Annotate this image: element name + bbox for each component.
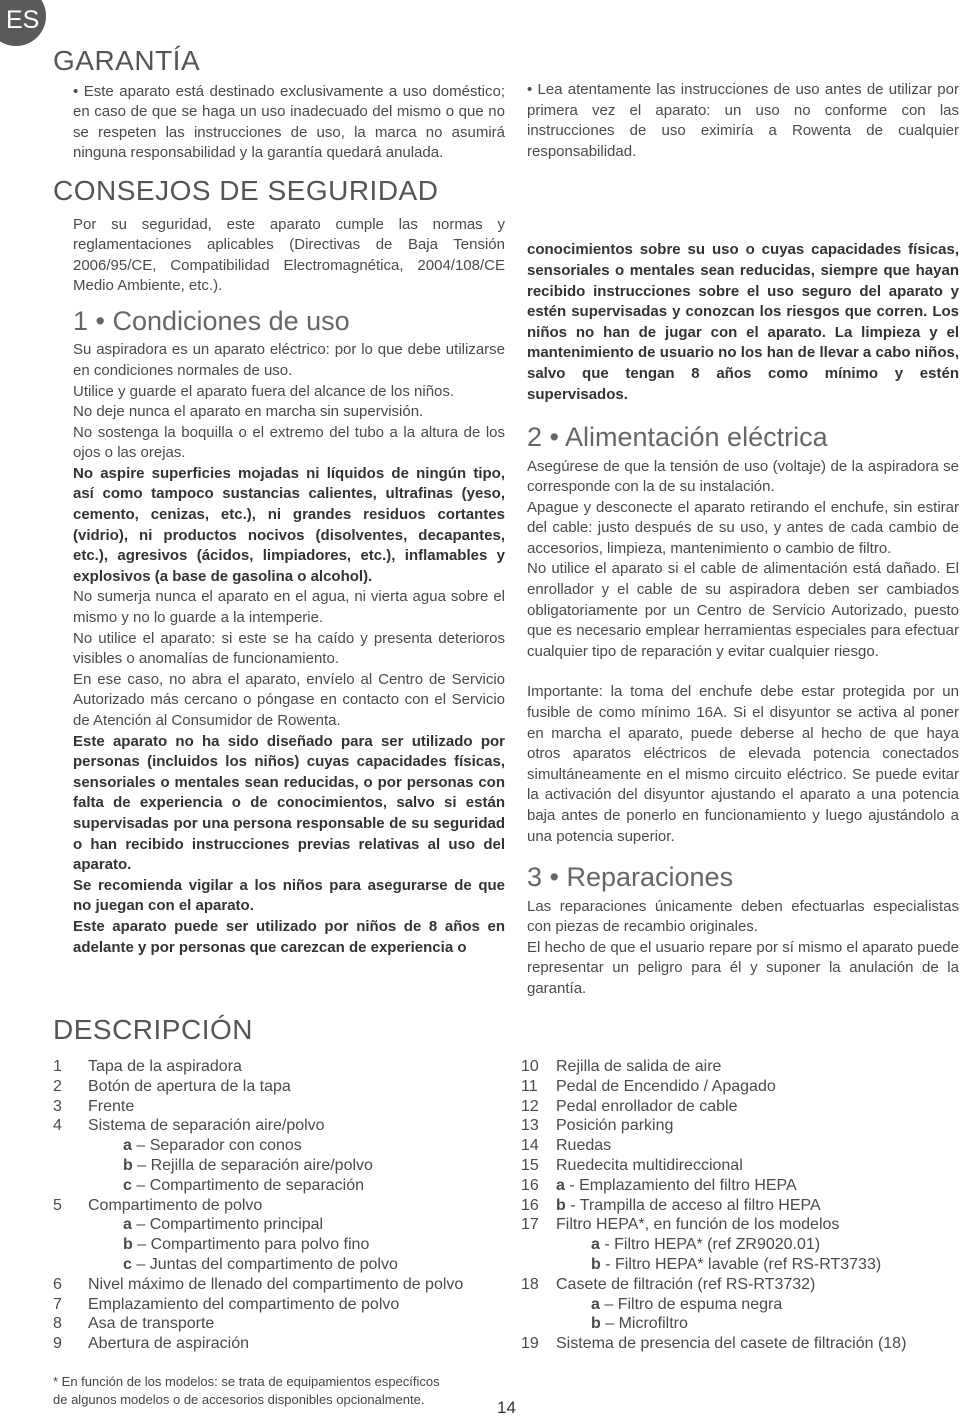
- description-item: [521, 1255, 906, 1275]
- item-label: Tapa de la aspiradora: [88, 1058, 242, 1075]
- item-text: [88, 1255, 398, 1275]
- description-item: [521, 1215, 906, 1235]
- item-letter: a: [123, 1137, 132, 1155]
- reparaciones-p1: Las reparaciones únicamente deben efectuarlas especialistas con piezas de recambio originales.: [527, 897, 959, 936]
- language-badge: ES: [0, 0, 46, 46]
- item-number: 17: [521, 1216, 539, 1234]
- item-text: [88, 1275, 463, 1295]
- item-label: Pedal enrollador de cable: [556, 1097, 738, 1115]
- item-text: [556, 1176, 797, 1196]
- description-list-left: [53, 1057, 463, 1354]
- children-safety-text: conocimientos sobre su uso o cuyas capacidades físicas, sensoriales o mentales sean reducidas, siempre que hayan recibido instrucciones sobre el uso seguro del aparato y estén supervisadas y conozcan los riesgos que corren. Los niños no han de jugar con el aparato. La limpieza y el mantenimiento de usuario no los han de llevar a cabo niños, salvo que tengan 8 años como mínimo y estén supervisados.: [527, 241, 959, 403]
- item-label: - Trampilla de acceso al filtro HEPA: [565, 1196, 821, 1214]
- description-item: [521, 1077, 906, 1097]
- condiciones-p3: No deje nunca el aparato en marcha sin supervisión.: [73, 403, 424, 421]
- item-number: [53, 1255, 88, 1275]
- item-letter: b: [123, 1236, 133, 1254]
- description-item: [53, 1295, 463, 1315]
- item-letter: b: [591, 1315, 601, 1333]
- item-label: – Filtro de espuma negra: [599, 1295, 783, 1313]
- alimentacion-p2: Apague y desconecte el aparato retirando el enchufe, sin estirar del cable: justo después de su uso, y antes de cada cambio de accesorios, limpieza, mantenimiento o cambio de filtro.: [527, 498, 959, 557]
- item-text: [88, 1235, 369, 1255]
- right-column: [527, 80, 959, 1000]
- item-text: [556, 1116, 673, 1136]
- condiciones-p5: No aspire superficies mojadas ni líquidos de ningún tipo, así como tampoco sustancias calientes, ultrafinas (yeso, cemento, cenizas, etc.), ni grandes residuos cortantes (vidrio), ni productos nocivos (disolventes, decapantes, etc.), agresivos (ácidos, limpiadores, etc.), inflamables y explosivos (a base de gasolina o alcohol).: [73, 464, 505, 585]
- garantia-title: GARANTÍA: [53, 45, 201, 76]
- item-number: 13: [521, 1117, 539, 1135]
- item-label: Asa de transporte: [88, 1315, 215, 1333]
- item-number: 16: [521, 1196, 539, 1214]
- item-text: [88, 1176, 364, 1196]
- item-label: - Emplazamiento del filtro HEPA: [564, 1176, 797, 1194]
- item-text: [556, 1156, 743, 1176]
- left-column: [53, 44, 505, 958]
- item-label: Sistema de separación aire/polvo: [88, 1117, 325, 1135]
- item-label: – Rejilla de separación aire/polvo: [132, 1156, 373, 1174]
- item-number: [53, 1215, 88, 1235]
- description-list-right: [521, 1057, 906, 1354]
- item-text: [88, 1196, 262, 1216]
- description-item: [521, 1176, 906, 1196]
- item-number: [521, 1295, 556, 1315]
- item-number: 12: [521, 1097, 539, 1115]
- description-item: [521, 1196, 906, 1216]
- item-label: Sistema de presencia del casete de filtración (18): [556, 1335, 907, 1353]
- description-item: [53, 1215, 463, 1235]
- item-label: – Compartimento para polvo fino: [132, 1236, 370, 1254]
- alimentacion-title: 2 • Alimentación eléctrica: [527, 422, 828, 453]
- consejos-body: [53, 215, 505, 959]
- item-label: Pedal de Encendido / Apagado: [556, 1077, 776, 1095]
- item-text: [88, 1314, 214, 1334]
- item-number: 16: [521, 1176, 539, 1194]
- item-number: [53, 1136, 88, 1156]
- item-number: 10: [521, 1058, 539, 1075]
- item-label: Rejilla de salida de aire: [556, 1058, 722, 1075]
- item-number: 8: [53, 1315, 62, 1333]
- description-item: [53, 1255, 463, 1275]
- description-item: [521, 1275, 906, 1295]
- condiciones-p10: Se recomienda vigilar a los niños para asegurarse de que no juegan con el aparato.: [73, 876, 505, 915]
- item-label: – Compartimento de separación: [131, 1176, 365, 1194]
- description-item: [53, 1235, 463, 1255]
- description-item: [521, 1136, 906, 1156]
- item-text: [88, 1295, 399, 1315]
- alimentacion-p4: Importante: la toma del enchufe debe estar protegida por un fusible de como mínimo 16A. Si el disyuntor se activa al poner en marcha el aparato, puede deberse al hecho de que haya otros aparatos eléctricos de elevada potencia conectados simultáneamente en el mismo circuito eléctrico. Se puede evitar la activación del disyuntor ajustando el aparato a una potencia baja antes de ponerlo en funcionamiento y luego ajustándolo a una potencia superior.: [527, 683, 959, 845]
- item-number: [53, 1156, 88, 1176]
- item-number: 19: [521, 1335, 539, 1353]
- description-item: [53, 1196, 463, 1216]
- item-text: [88, 1116, 325, 1136]
- item-label: Posición parking: [556, 1117, 674, 1135]
- item-number: 1: [53, 1058, 62, 1075]
- description-item: [53, 1314, 463, 1334]
- item-label: Casete de filtración (ref RS-RT3732): [556, 1275, 816, 1293]
- item-number: 6: [53, 1275, 62, 1293]
- item-letter: b: [123, 1156, 133, 1174]
- alimentacion-p1: Asegúrese de que la tensión de uso (voltaje) de la aspiradora se corresponde con la de su instalación.: [527, 457, 959, 496]
- item-letter: c: [123, 1176, 132, 1194]
- description-item: [53, 1156, 463, 1176]
- item-label: Nivel máximo de llenado del compartimento de polvo: [88, 1275, 464, 1293]
- description-item: [53, 1275, 463, 1295]
- item-label: - Filtro HEPA* lavable (ref RS-RT3733): [600, 1255, 882, 1273]
- item-number: [53, 1176, 88, 1196]
- description-item: [521, 1295, 906, 1315]
- condiciones-p4: No sostenga la boquilla o el extremo del tubo a la altura de los ojos o las orejas.: [73, 423, 505, 462]
- item-text: [556, 1235, 820, 1255]
- reparaciones-title: 3 • Reparaciones: [527, 862, 734, 893]
- item-number: 3: [53, 1097, 62, 1115]
- description-item: [521, 1097, 906, 1117]
- descripcion-title: DESCRIPCIÓN: [53, 1014, 253, 1045]
- description-item: [53, 1136, 463, 1156]
- item-label: Emplazamiento del compartimento de polvo: [88, 1295, 400, 1313]
- condiciones-title: 1 • Condiciones de uso: [73, 305, 350, 336]
- consejos-title: CONSEJOS DE SEGURIDAD: [53, 174, 439, 206]
- item-letter: a: [123, 1216, 132, 1234]
- page-number: 14: [497, 1398, 516, 1417]
- footnote-line-1: * En función de los modelos: se trata de equipamientos específicos: [53, 1374, 440, 1389]
- item-text: [88, 1057, 242, 1077]
- description-item: [53, 1116, 463, 1136]
- item-number: [521, 1255, 556, 1275]
- description-item: [53, 1334, 463, 1354]
- consejos-text: Por su seguridad, este aparato cumple las normas y reglamentaciones aplicables (Directivas de Baja Tensión 2006/95/CE, Compatibilidad Electromagnética, 2004/108/CE Medio Ambiente, etc.).: [73, 215, 505, 295]
- item-text: [88, 1334, 249, 1354]
- item-number: 11: [521, 1077, 538, 1095]
- item-label: – Juntas del compartimento de polvo: [131, 1255, 398, 1273]
- item-label: Frente: [88, 1097, 135, 1115]
- footnote: [53, 1373, 440, 1409]
- description-item: [521, 1116, 906, 1136]
- description-item: [53, 1176, 463, 1196]
- description-item: [521, 1057, 906, 1077]
- item-number: 9: [53, 1335, 62, 1353]
- item-number: 18: [521, 1275, 539, 1293]
- item-number: 7: [53, 1295, 62, 1313]
- item-text: [88, 1215, 323, 1235]
- item-label: Compartimento de polvo: [88, 1196, 263, 1214]
- item-text: [556, 1314, 688, 1334]
- reparaciones-p2: El hecho de que el usuario repare por sí mismo el aparato puede representar un peligro para él y suponer la anulación de la garantía.: [527, 938, 959, 997]
- item-label: Ruedecita multidireccional: [556, 1156, 743, 1174]
- item-text: [88, 1097, 134, 1117]
- item-label: Botón de apertura de la tapa: [88, 1077, 291, 1095]
- item-letter: b: [556, 1196, 566, 1214]
- intro-text: • Lea atentamente las instrucciones de uso antes de utilizar por primera vez el aparato: un uso no conforme con las instrucciones de uso eximiría a Rowenta de cualquier responsabilidad.: [527, 81, 959, 160]
- item-number: 14: [521, 1137, 539, 1155]
- condiciones-p6: No sumerja nunca el aparato en el agua, ni vierta agua sobre el mismo y no lo guarde a la intemperie.: [73, 588, 505, 627]
- item-label: – Compartimento principal: [131, 1216, 324, 1234]
- item-text: [556, 1077, 776, 1097]
- item-text: [556, 1097, 737, 1117]
- item-number: [521, 1235, 556, 1255]
- item-letter: a: [591, 1295, 600, 1313]
- item-letter: a: [591, 1236, 600, 1254]
- condiciones-p9: Este aparato no ha sido diseñado para ser utilizado por personas (incluidos los niños) cuyas capacidades físicas, sensoriales o mentales sean reducidas, o por personas con falta de experiencia o de conocimientos, salvo si están supervisadas por una persona responsable de su seguridad o han recibido instrucciones previas relativas al uso del aparato.: [73, 732, 505, 874]
- item-text: [556, 1057, 721, 1077]
- item-label: Abertura de aspiración: [88, 1335, 249, 1353]
- description-item: [53, 1077, 463, 1097]
- condiciones-p2: Utilice y guarde el aparato fuera del alcance de los niños.: [73, 382, 455, 400]
- item-number: 5: [53, 1196, 62, 1214]
- item-text: [556, 1196, 821, 1216]
- garantia-text: • Este aparato está destinado exclusivamente a uso doméstico; en caso de que se haga un uso inadecuado del mismo o que no se respeten las instrucciones de uso, la marca no asumirá ninguna responsabilidad y la garantía quedará anulada.: [73, 82, 505, 162]
- item-text: [556, 1295, 782, 1315]
- condiciones-p8: En ese caso, no abra el aparato, envíelo al Centro de Servicio Autorizado más cercano o póngase en contacto con el Servicio de Atención al Consumidor de Rowenta.: [73, 670, 505, 730]
- item-text: [556, 1255, 881, 1275]
- condiciones-p7: No utilice el aparato: si este se ha caído y presenta deterioros visibles o anomalías de funcionamiento.: [73, 629, 505, 668]
- item-letter: a: [556, 1176, 565, 1194]
- item-label: - Filtro HEPA* (ref ZR9020.01): [599, 1236, 821, 1254]
- item-text: [556, 1334, 906, 1354]
- item-number: 4: [53, 1117, 62, 1135]
- description-item: [521, 1156, 906, 1176]
- description-item: [521, 1235, 906, 1255]
- item-text: [556, 1275, 815, 1295]
- item-letter: c: [123, 1255, 132, 1273]
- item-number: [53, 1235, 88, 1255]
- item-text: [88, 1077, 291, 1097]
- item-number: 15: [521, 1156, 539, 1174]
- item-text: [88, 1136, 302, 1156]
- item-label: Filtro HEPA*, en función de los modelos: [556, 1216, 840, 1234]
- footnote-line-2: de algunos modelos o de accesorios disponibles opcionalmente.: [53, 1392, 425, 1407]
- description-item: [521, 1314, 906, 1334]
- item-number: [521, 1314, 556, 1334]
- item-text: [556, 1215, 839, 1235]
- item-text: [88, 1156, 373, 1176]
- item-letter: b: [591, 1255, 601, 1273]
- description-item: [53, 1057, 463, 1077]
- alimentacion-p3: No utilice el aparato si el cable de alimentación está dañado. El enrollador y el cable de su aspiradora deben ser cambiados obligatoriamente por un Centro de Servicio Autorizado, puesto que es necesario emplear herramientas especiales para efectuar cualquier tipo de reparación y evitar cualquier riesgo.: [527, 560, 959, 660]
- description-item: [521, 1334, 906, 1354]
- item-label: – Separador con conos: [131, 1137, 302, 1155]
- condiciones-p11: Este aparato puede ser utilizado por niños de 8 años en adelante y por personas que carezcan de experiencia o: [73, 917, 505, 956]
- condiciones-p1: Su aspiradora es un aparato eléctrico: por lo que debe utilizarse en condiciones normales de uso.: [73, 341, 505, 379]
- item-label: – Microfiltro: [600, 1315, 688, 1333]
- item-number: 2: [53, 1077, 62, 1095]
- description-item: [53, 1097, 463, 1117]
- item-label: Ruedas: [556, 1137, 612, 1155]
- item-text: [556, 1136, 611, 1156]
